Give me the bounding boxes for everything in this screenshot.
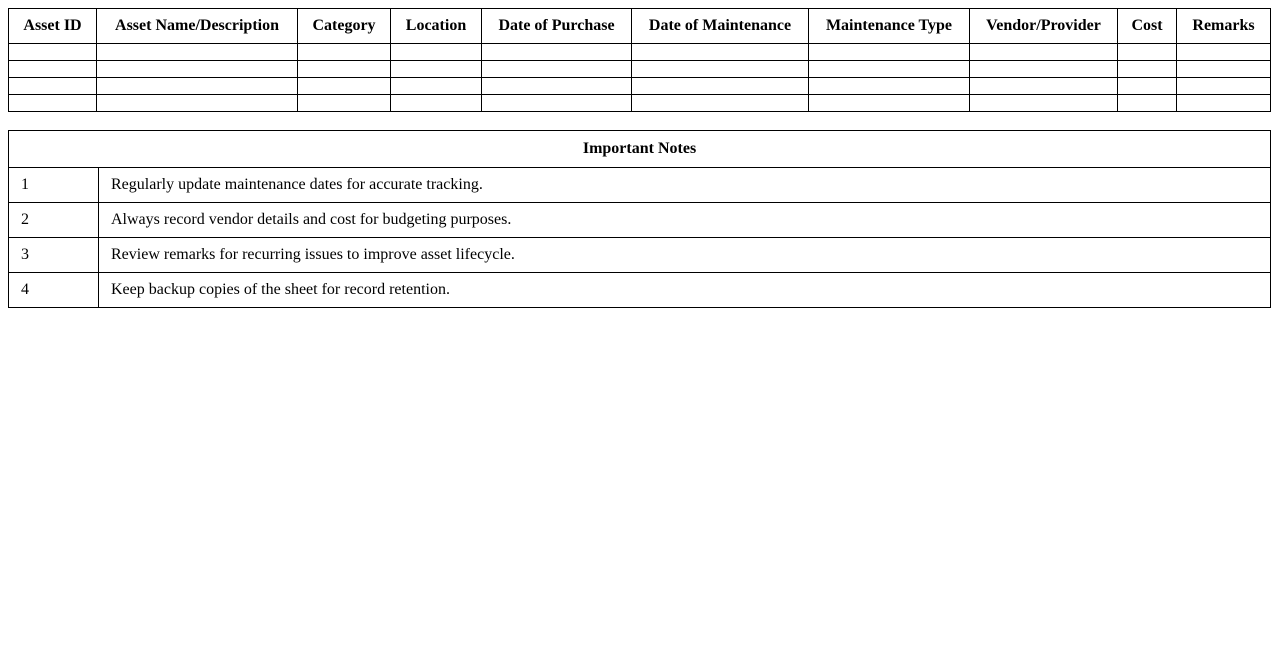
table-cell[interactable] bbox=[809, 95, 970, 112]
header-vendor-provider: Vendor/Provider bbox=[970, 9, 1118, 44]
table-cell[interactable] bbox=[632, 61, 809, 78]
table-cell[interactable] bbox=[1118, 95, 1177, 112]
header-date-of-maintenance: Date of Maintenance bbox=[632, 9, 809, 44]
table-cell[interactable] bbox=[97, 78, 298, 95]
table-cell[interactable] bbox=[9, 61, 97, 78]
table-cell[interactable] bbox=[9, 44, 97, 61]
table-cell[interactable] bbox=[632, 78, 809, 95]
note-number: 1 bbox=[9, 168, 99, 203]
table-row bbox=[9, 95, 1271, 112]
note-row bbox=[9, 168, 1271, 203]
table-cell[interactable] bbox=[809, 44, 970, 61]
table-cell[interactable] bbox=[1118, 78, 1177, 95]
header-category: Category bbox=[298, 9, 391, 44]
note-text: Keep backup copies of the sheet for record retention. bbox=[99, 273, 1271, 308]
notes-title: Important Notes bbox=[9, 131, 1271, 168]
table-cell[interactable] bbox=[632, 95, 809, 112]
table-cell[interactable] bbox=[1177, 78, 1271, 95]
header-asset-name: Asset Name/Description bbox=[97, 9, 298, 44]
note-row bbox=[9, 238, 1271, 273]
table-cell[interactable] bbox=[1118, 44, 1177, 61]
note-row bbox=[9, 273, 1271, 308]
table-cell[interactable] bbox=[1177, 44, 1271, 61]
header-maintenance-type: Maintenance Type bbox=[809, 9, 970, 44]
table-cell[interactable] bbox=[970, 78, 1118, 95]
note-row bbox=[9, 203, 1271, 238]
table-cell[interactable] bbox=[482, 78, 632, 95]
table-cell[interactable] bbox=[298, 78, 391, 95]
table-row bbox=[9, 44, 1271, 61]
table-cell[interactable] bbox=[391, 44, 482, 61]
header-cost: Cost bbox=[1118, 9, 1177, 44]
table-cell[interactable] bbox=[482, 61, 632, 78]
header-row bbox=[9, 9, 1271, 44]
important-notes-table bbox=[8, 130, 1271, 308]
note-text: Review remarks for recurring issues to improve asset lifecycle. bbox=[99, 238, 1271, 273]
table-cell[interactable] bbox=[482, 44, 632, 61]
asset-maintenance-table bbox=[8, 8, 1271, 112]
header-asset-id: Asset ID bbox=[9, 9, 97, 44]
note-text: Always record vendor details and cost for budgeting purposes. bbox=[99, 203, 1271, 238]
table-cell[interactable] bbox=[1177, 61, 1271, 78]
header-location: Location bbox=[391, 9, 482, 44]
table-row bbox=[9, 78, 1271, 95]
table-cell[interactable] bbox=[809, 61, 970, 78]
table-cell[interactable] bbox=[970, 95, 1118, 112]
table-cell[interactable] bbox=[298, 95, 391, 112]
table-cell[interactable] bbox=[97, 61, 298, 78]
table-cell[interactable] bbox=[809, 78, 970, 95]
note-text: Regularly update maintenance dates for accurate tracking. bbox=[99, 168, 1271, 203]
header-remarks: Remarks bbox=[1177, 9, 1271, 44]
table-cell[interactable] bbox=[1118, 61, 1177, 78]
table-cell[interactable] bbox=[970, 44, 1118, 61]
table-row bbox=[9, 61, 1271, 78]
table-cell[interactable] bbox=[970, 61, 1118, 78]
table-cell[interactable] bbox=[298, 44, 391, 61]
notes-header-row bbox=[9, 131, 1271, 168]
table-cell[interactable] bbox=[1177, 95, 1271, 112]
table-cell[interactable] bbox=[482, 95, 632, 112]
table-cell[interactable] bbox=[391, 95, 482, 112]
note-number: 2 bbox=[9, 203, 99, 238]
header-date-of-purchase: Date of Purchase bbox=[482, 9, 632, 44]
table-cell[interactable] bbox=[97, 95, 298, 112]
table-cell[interactable] bbox=[298, 61, 391, 78]
table-cell[interactable] bbox=[632, 44, 809, 61]
table-cell[interactable] bbox=[9, 95, 97, 112]
note-number: 3 bbox=[9, 238, 99, 273]
table-cell[interactable] bbox=[391, 61, 482, 78]
table-cell[interactable] bbox=[9, 78, 97, 95]
table-cell[interactable] bbox=[391, 78, 482, 95]
note-number: 4 bbox=[9, 273, 99, 308]
table-cell[interactable] bbox=[97, 44, 298, 61]
